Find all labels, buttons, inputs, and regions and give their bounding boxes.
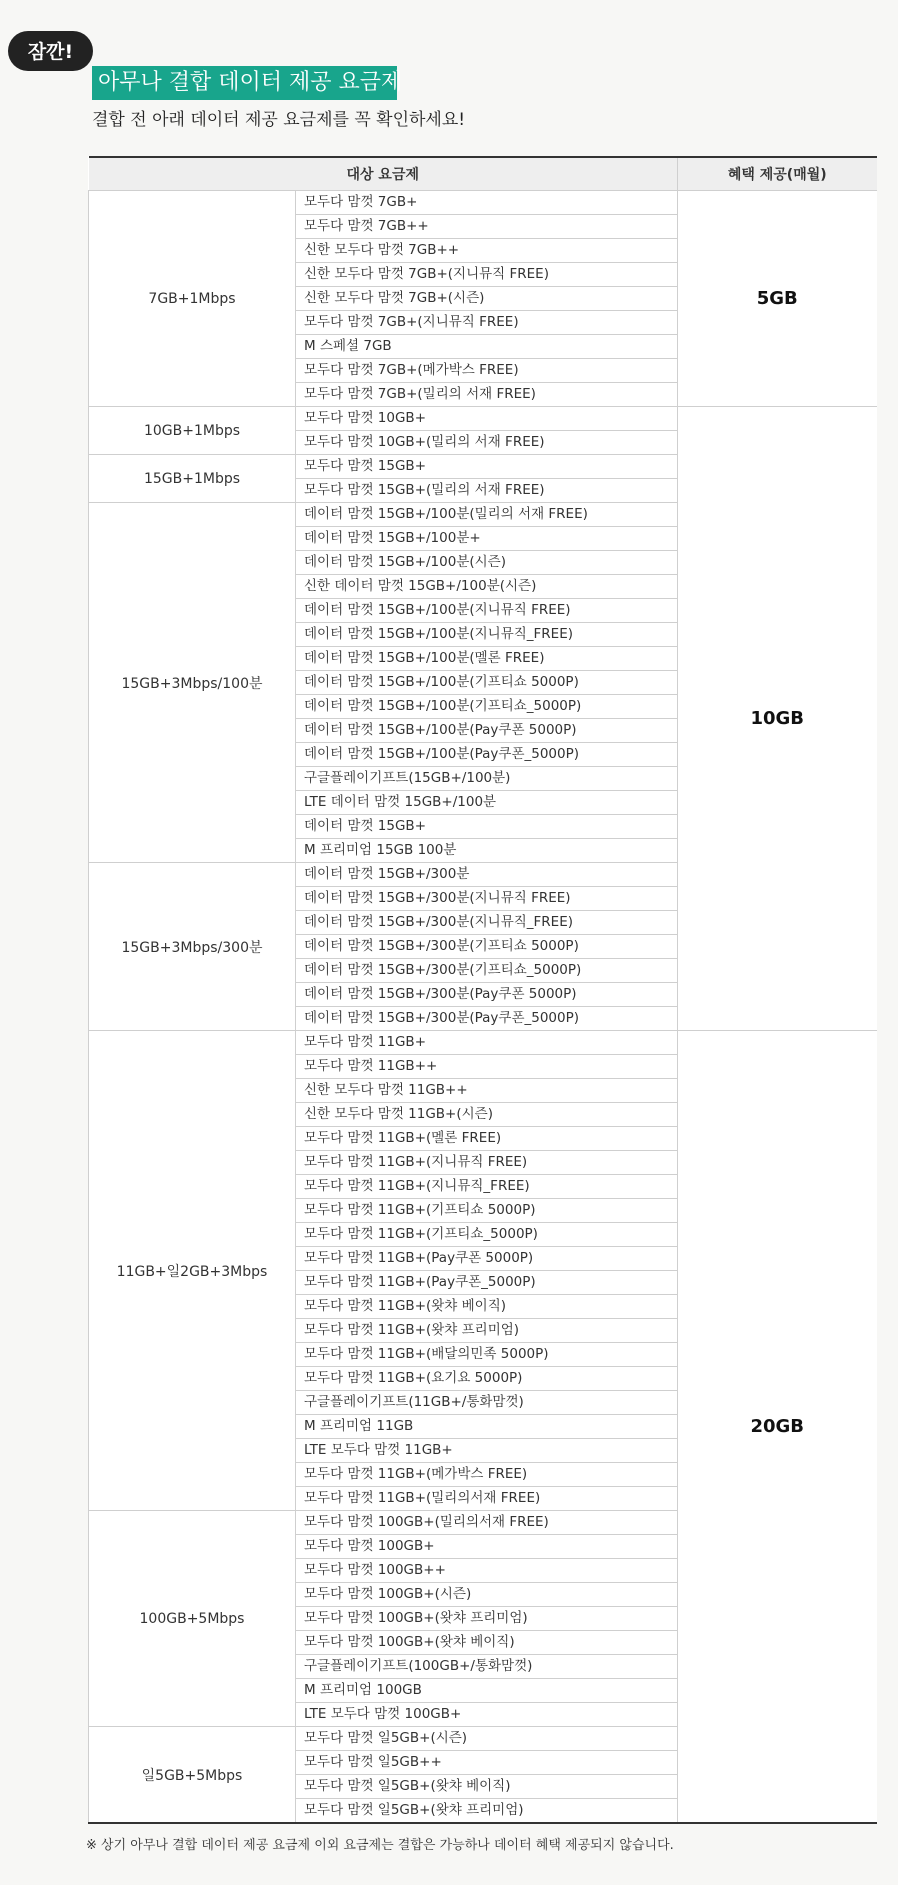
header-monthly-benefit: 혜택 제공(매월) [678, 157, 877, 191]
section-subtitle: 결합 전 아래 데이터 제공 요금제를 꼭 확인하세요! [92, 110, 466, 130]
plan-name: 모두다 맘껏 11GB+(기프티쇼 5000P) [296, 1199, 678, 1223]
plan-group-name: 7GB+1Mbps [89, 191, 296, 407]
plan-name: M 스페셜 7GB [296, 335, 678, 359]
plan-name: 모두다 맘껏 11GB+(요기요 5000P) [296, 1367, 678, 1391]
table-header-row [89, 157, 877, 191]
benefit-amount: 10GB [678, 407, 877, 1031]
plan-group-name: 100GB+5Mbps [89, 1511, 296, 1727]
section-title: 아무나 결합 데이터 제공 요금제 [98, 70, 403, 95]
footnote: ※ 상기 아무나 결합 데이터 제공 요금제 이외 요금제는 결합은 가능하나 데이터 혜택 제공되지 않습니다. [86, 1838, 674, 1853]
plan-name: 모두다 맘껏 11GB+(기프티쇼_5000P) [296, 1223, 678, 1247]
plan-group-name: 11GB+일2GB+3Mbps [89, 1031, 296, 1511]
plan-group-name: 10GB+1Mbps [89, 407, 296, 455]
table-row [89, 1031, 877, 1055]
plan-name: 신한 모두다 맘껏 11GB+(시즌) [296, 1103, 678, 1127]
plan-name: 모두다 맘껏 7GB++ [296, 215, 678, 239]
benefit-amount: 20GB [678, 1031, 877, 1824]
plan-name: 신한 모두다 맘껏 7GB++ [296, 239, 678, 263]
plan-name: 구글플레이기프트(100GB+/통화맘껏) [296, 1655, 678, 1679]
plan-name: 데이터 맘껏 15GB+/300분(기프티쇼 5000P) [296, 935, 678, 959]
plan-name: 모두다 맘껏 일5GB++ [296, 1751, 678, 1775]
plan-name: 모두다 맘껏 7GB+(밀리의 서재 FREE) [296, 383, 678, 407]
table-row [89, 407, 877, 431]
notice-badge: 잠깐! [8, 31, 93, 71]
plan-name: 신한 모두다 맘껏 11GB++ [296, 1079, 678, 1103]
plan-name: 모두다 맘껏 11GB+(멜론 FREE) [296, 1127, 678, 1151]
plan-name: 모두다 맘껏 일5GB+(왓챠 베이직) [296, 1775, 678, 1799]
plan-name: 데이터 맘껏 15GB+/100분(밀리의 서재 FREE) [296, 503, 678, 527]
plan-name: 데이터 맘껏 15GB+/300분 [296, 863, 678, 887]
plan-name: 데이터 맘껏 15GB+/100분+ [296, 527, 678, 551]
plan-name: 신한 모두다 맘껏 7GB+(시즌) [296, 287, 678, 311]
plan-name: 데이터 맘껏 15GB+/300분(지니뮤직_FREE) [296, 911, 678, 935]
plan-name: 모두다 맘껏 100GB+(왓챠 베이직) [296, 1631, 678, 1655]
header-target-plans: 대상 요금제 [89, 157, 678, 191]
plan-name: 모두다 맘껏 7GB+(지니뮤직 FREE) [296, 311, 678, 335]
plan-name: 모두다 맘껏 일5GB+(왓챠 프리미엄) [296, 1799, 678, 1824]
table-row [89, 191, 877, 215]
plan-name: 데이터 맘껏 15GB+/300분(Pay쿠폰_5000P) [296, 1007, 678, 1031]
plan-name: 모두다 맘껏 100GB++ [296, 1559, 678, 1583]
plan-name: 모두다 맘껏 일5GB+(시즌) [296, 1727, 678, 1751]
plan-name: 모두다 맘껏 11GB+(지니뮤직 FREE) [296, 1151, 678, 1175]
plan-name: 모두다 맘껏 11GB+(배달의민족 5000P) [296, 1343, 678, 1367]
plan-name: LTE 모두다 맘껏 11GB+ [296, 1439, 678, 1463]
plan-name: 모두다 맘껏 11GB+(메가박스 FREE) [296, 1463, 678, 1487]
plan-name: 모두다 맘껏 11GB+(밀리의서재 FREE) [296, 1487, 678, 1511]
plan-name: 구글플레이기프트(11GB+/통화맘껏) [296, 1391, 678, 1415]
plan-group-name: 15GB+3Mbps/300분 [89, 863, 296, 1031]
plan-name: 모두다 맘껏 10GB+(밀리의 서재 FREE) [296, 431, 678, 455]
plan-table-body [89, 191, 877, 1824]
plan-name: 신한 모두다 맘껏 7GB+(지니뮤직 FREE) [296, 263, 678, 287]
plan-name: 모두다 맘껏 15GB+ [296, 455, 678, 479]
plan-name: 데이터 맘껏 15GB+/100분(기프티쇼_5000P) [296, 695, 678, 719]
plan-name: 구글플레이기프트(15GB+/100분) [296, 767, 678, 791]
plan-group-name: 15GB+1Mbps [89, 455, 296, 503]
plan-name: 데이터 맘껏 15GB+/100분(지니뮤직_FREE) [296, 623, 678, 647]
plan-name: 모두다 맘껏 11GB+(왓챠 베이직) [296, 1295, 678, 1319]
plan-name: 데이터 맘껏 15GB+ [296, 815, 678, 839]
plan-name: 데이터 맘껏 15GB+/300분(지니뮤직 FREE) [296, 887, 678, 911]
plan-name: M 프리미엄 100GB [296, 1679, 678, 1703]
plan-table [88, 156, 877, 1824]
plan-name: 모두다 맘껏 11GB+(지니뮤직_FREE) [296, 1175, 678, 1199]
plan-name: 데이터 맘껏 15GB+/100분(지니뮤직 FREE) [296, 599, 678, 623]
plan-name: 모두다 맘껏 11GB+(왓챠 프리미엄) [296, 1319, 678, 1343]
plan-name: 데이터 맘껏 15GB+/300분(Pay쿠폰 5000P) [296, 983, 678, 1007]
plan-name: 모두다 맘껏 100GB+ [296, 1535, 678, 1559]
plan-name: 데이터 맘껏 15GB+/300분(기프티쇼_5000P) [296, 959, 678, 983]
plan-name: 데이터 맘껏 15GB+/100분(시즌) [296, 551, 678, 575]
plan-name: 데이터 맘껏 15GB+/100분(멜론 FREE) [296, 647, 678, 671]
plan-name: 모두다 맘껏 11GB+ [296, 1031, 678, 1055]
plan-name: 모두다 맘껏 100GB+(왓챠 프리미엄) [296, 1607, 678, 1631]
plan-name: 모두다 맘껏 7GB+ [296, 191, 678, 215]
plan-name: M 프리미엄 15GB 100분 [296, 839, 678, 863]
benefit-amount: 5GB [678, 191, 877, 407]
plan-name: 모두다 맘껏 15GB+(밀리의 서재 FREE) [296, 479, 678, 503]
plan-name: LTE 모두다 맘껏 100GB+ [296, 1703, 678, 1727]
plan-name: 모두다 맘껏 11GB+(Pay쿠폰 5000P) [296, 1247, 678, 1271]
plan-name: 모두다 맘껏 11GB+(Pay쿠폰_5000P) [296, 1271, 678, 1295]
plan-name: 신한 데이터 맘껏 15GB+/100분(시즌) [296, 575, 678, 599]
plan-name: LTE 데이터 맘껏 15GB+/100분 [296, 791, 678, 815]
plan-name: 데이터 맘껏 15GB+/100분(기프티쇼 5000P) [296, 671, 678, 695]
plan-name: M 프리미엄 11GB [296, 1415, 678, 1439]
plan-name: 모두다 맘껏 7GB+(메가박스 FREE) [296, 359, 678, 383]
plan-name: 데이터 맘껏 15GB+/100분(Pay쿠폰_5000P) [296, 743, 678, 767]
plan-name: 모두다 맘껏 10GB+ [296, 407, 678, 431]
plan-group-name: 일5GB+5Mbps [89, 1727, 296, 1824]
plan-name: 모두다 맘껏 100GB+(밀리의서재 FREE) [296, 1511, 678, 1535]
plan-name: 데이터 맘껏 15GB+/100분(Pay쿠폰 5000P) [296, 719, 678, 743]
plan-group-name: 15GB+3Mbps/100분 [89, 503, 296, 863]
plan-name: 모두다 맘껏 100GB+(시즌) [296, 1583, 678, 1607]
plan-name: 모두다 맘껏 11GB++ [296, 1055, 678, 1079]
